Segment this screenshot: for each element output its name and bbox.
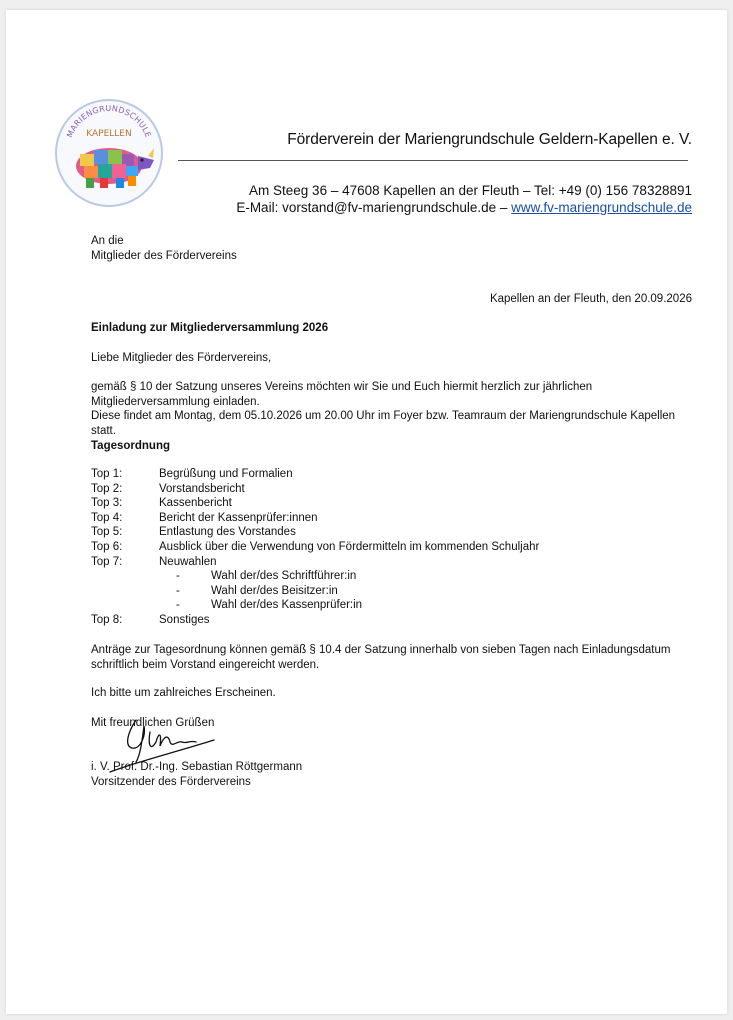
agenda-title: Tagesordnung: [91, 440, 171, 452]
agenda-number: Top 3:: [91, 497, 123, 510]
address-line: Am Steeg 36 – 47608 Kapellen an der Fleuth – Tel: +49 (0) 156 78328891: [249, 183, 692, 198]
agenda-item: [91, 496, 691, 511]
subitem-dash: -: [176, 584, 180, 597]
intro-paragraph: [91, 380, 691, 438]
subitem-text: Wahl der/des Beisitzer:in: [211, 584, 338, 597]
agenda-text: Vorstandsbericht: [159, 482, 245, 495]
recipient-line-2: Mitglieder des Fördervereins: [91, 249, 237, 262]
agenda-text: Begrüßung und Formalien: [159, 468, 293, 480]
subitem-text: Wahl der/des Schriftführer:in: [211, 570, 357, 583]
contact-block: [236, 182, 692, 216]
website-link[interactable]: www.fv-mariengrundschule.de: [511, 200, 692, 215]
agenda-subitem: [91, 584, 691, 599]
recipient-block: [91, 234, 237, 263]
signatory-block: [91, 760, 302, 789]
agenda-list: [91, 467, 691, 628]
agenda-number: Top 4:: [91, 511, 123, 524]
intro-text-1: gemäß § 10 der Satzung unseres Vereins möchten wir Sie und Euch hiermit herzlich zur jährlichen Mitgliederversammlung einladen.: [91, 381, 593, 408]
agenda-text: Kassenbericht: [159, 497, 232, 510]
school-logo-icon: [54, 98, 164, 208]
closing-paragraph: Anträge zur Tagesordnung können gemäß § 10.4 der Satzung innerhalb von sieben Tagen nach Einladungsdatum schriftlich beim Vorstand eingereicht werden.: [91, 644, 671, 671]
date-line: Kapellen an der Fleuth, den 20.09.2026: [489, 293, 692, 305]
agenda-text: Neuwahlen: [159, 555, 217, 568]
intro-text-2: Diese findet am Montag, dem 05.10.2026 um 20.00 Uhr im Foyer bzw. Teamraum der Mariengrundschule Kapellen statt.: [91, 410, 676, 437]
agenda-text: Ausblick über die Verwendung von Fördermitteln im kommenden Schuljahr: [159, 540, 540, 553]
svg-text:MARIENGRUNDSCHULE: MARIENGRUNDSCHULE: [65, 103, 153, 139]
agenda-item: [91, 613, 691, 628]
organization-name: Förderverein der Mariengrundschule Geldern-Kapellen e. V.: [287, 131, 692, 148]
agenda-item: [91, 525, 691, 540]
agenda-text: Entlastung des Vorstandes: [159, 526, 296, 539]
agenda-item: [91, 467, 691, 482]
signatory-name: i. V. Prof. Dr.-Ing. Sebastian Röttgermann: [91, 761, 303, 773]
signatory-role: Vorsitzender des Fördervereins: [91, 775, 251, 788]
subject-line: Einladung zur Mitgliederversammlung 2026: [91, 322, 329, 334]
letter-page: [6, 10, 727, 1014]
agenda-text: Sonstiges: [159, 613, 210, 626]
email-text: E-Mail: vorstand@fv-mariengrundschule.de –: [236, 200, 508, 215]
agenda-number: Top 1:: [91, 468, 123, 480]
svg-text:KAPELLEN: KAPELLEN: [86, 129, 132, 139]
agenda-item: [91, 555, 691, 570]
closing-request: Ich bitte um zahlreiches Erscheinen.: [91, 687, 276, 699]
agenda-number: Top 7:: [91, 555, 123, 568]
agenda-item: [91, 482, 691, 497]
agenda-subitem: [91, 569, 691, 584]
agenda-number: Top 2:: [91, 482, 123, 495]
valediction: Mit freundlichen Grüßen: [91, 717, 215, 729]
subitem-dash: -: [176, 599, 180, 612]
agenda-number: Top 8:: [91, 613, 123, 626]
agenda-number: Top 5:: [91, 526, 123, 539]
header-divider: [178, 160, 688, 161]
recipient-line-1: An die: [91, 235, 124, 247]
salutation: Liebe Mitglieder des Fördervereins,: [91, 352, 272, 364]
agenda-number: Top 6:: [91, 540, 123, 553]
subitem-dash: -: [176, 570, 180, 583]
agenda-item: [91, 511, 691, 526]
agenda-item: [91, 540, 691, 555]
agenda-text: Bericht der Kassenprüfer:innen: [159, 511, 318, 524]
email-line: [236, 199, 692, 216]
subitem-text: Wahl der/des Kassenprüfer:in: [211, 599, 363, 612]
agenda-subitem: [91, 598, 691, 613]
